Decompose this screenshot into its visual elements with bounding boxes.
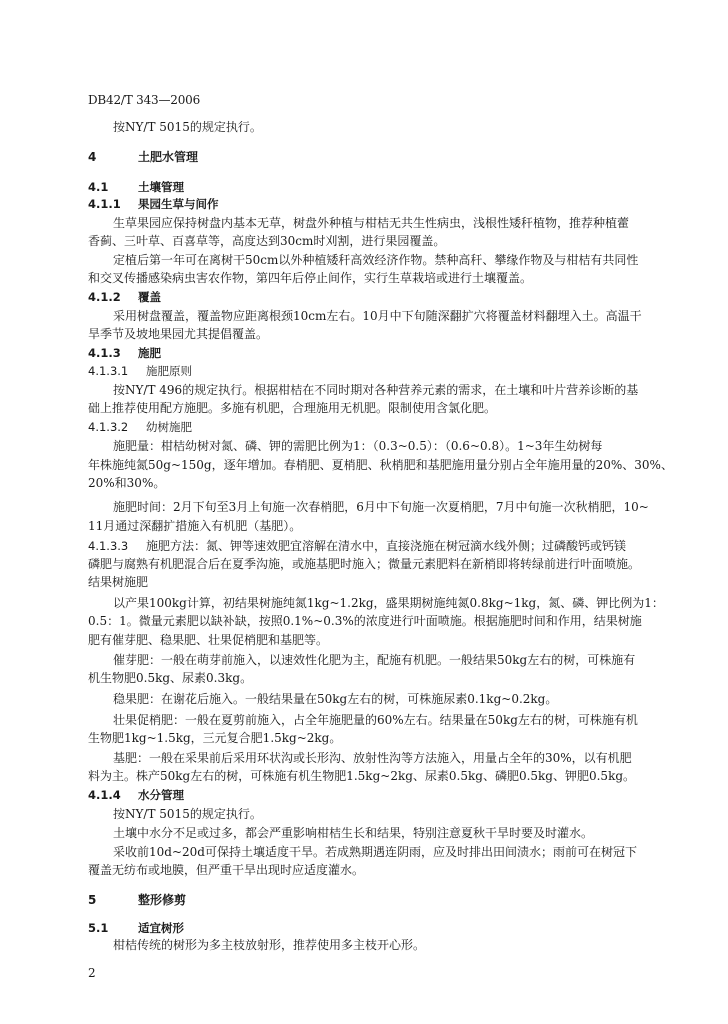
paragraph-line: 按NY/T 5015的规定执行。 — [113, 807, 262, 821]
paragraph-line: 生物肥1kg~1.5kg，三元复合肥1.5kg~2kg。 — [88, 731, 342, 745]
paragraph-line: 基肥：一般在采果前后采用环状沟或长形沟、放射性沟等方法施入，用量占全年的30%，以有机肥 — [113, 751, 632, 765]
paragraph-line: 磷肥与腐熟有机肥混合后在夏季沟施，或施基肥时施入；微量元素肥料在新梢即将转绿前进行叶面喷施。 — [88, 557, 641, 571]
paragraph-line: 和交叉传播感染病虫害农作物，第四年后停止间作，实行生草栽培或进行土壤覆盖。 — [88, 271, 533, 285]
paragraph-line: 土壤中水分不足或过多，都会严重影响柑桔生长和结果，特别注意夏秋干旱时要及时灌水。 — [113, 826, 594, 840]
paragraph-line: 定植后第一年可在离树干50cm以外种植矮秆高效经济作物。禁种高秆、攀缘作物及与柑桔有共同性 — [113, 253, 639, 267]
paragraph-line: 以产果100kg计算，初结果树施纯氮1kg~1.2kg，盛果期树施纯氮0.8kg~1kg，氮、磷、钾比例为1： — [113, 596, 664, 610]
subsection-heading: 4.1.3.2 幼树施肥 — [88, 420, 192, 434]
paragraph-line: 采用树盘覆盖，覆盖物应距离根颈10cm左右。10月中下旬随深翻扩穴将覆盖材料翻埋入土。高温干 — [113, 309, 642, 323]
subsection-heading: 4.1.3.1 施肥原则 — [88, 364, 192, 378]
paragraph-line: 按NY/T 496的规定执行。根据柑桔在不同时期对各种营养元素的需求，在土壤和叶片营养诊断的基 — [113, 383, 639, 397]
subsection-heading: 4.1 土壤管理 — [88, 180, 184, 194]
subsection-heading: 4.1.4 水分管理 — [88, 788, 184, 802]
paragraph-line: 稳果肥：在谢花后施入。一般结果量在50kg左右的树，可株施尿素0.1kg~0.2kg。 — [113, 692, 558, 706]
subsection-heading: 4.1.1 果园生草与间作 — [88, 197, 219, 211]
subsection-heading: 4.1.3 施肥 — [88, 346, 161, 360]
paragraph-line: 4.1.3.3 施肥方法：氮、钾等速效肥宜溶解在清水中，直接浇施在树冠滴水线外侧；过磷酸钙或钙镁 — [88, 539, 627, 553]
paragraph-line: 旱季节及坡地果园尤其提倡覆盖。 — [88, 327, 269, 341]
paragraph-line: 0.5：1。微量元素肥以缺补缺，按照0.1%~0.3%的浓度进行叶面喷施。根据施肥时间和作用，结果树施 — [88, 614, 642, 628]
paragraph-line: 生草果园应保持树盘内基本无草，树盘外种植与柑桔无共生性病虫，浅根性矮秆植物，推荐种植藿 — [113, 216, 630, 230]
paragraph-line: 结果树施肥 — [88, 575, 149, 589]
paragraph-line: 壮果促梢肥：一般在夏剪前施入，占全年施肥量的60%左右。结果量在50kg左右的树，可株施有机 — [113, 713, 638, 727]
paragraph-line: 柑桔传统的树形为多主枝放射形，推荐使用多主枝开心形。 — [113, 938, 426, 952]
paragraph-line: 香蓟、三叶草、百喜草等，高度达到30cm时刈割，进行果园覆盖。 — [88, 234, 446, 248]
standard-number: DB42/T 343—2006 — [88, 93, 201, 107]
section-heading: 5 整形修剪 — [88, 893, 187, 907]
paragraph-line: 年株施纯氮50g~150g，逐年增加。春梢肥、夏梢肥、秋梢肥和基肥施用量分别占全年施用量的20%、30%、 — [88, 458, 673, 472]
section-heading: 4 土肥水管理 — [88, 150, 199, 164]
paragraph-line: 料为主。株产50kg左右的树，可株施有机生物肥1.5kg~2kg、尿素0.5kg、磷肥0.5kg、钾肥0.5kg。 — [88, 769, 636, 783]
subsection-heading: 5.1 适宜树形 — [88, 921, 184, 935]
paragraph-line: 施肥时间：2月下旬至3月上旬施一次春梢肥，6月中下旬施一次夏梢肥，7月中旬施一次秋梢肥，10~ — [113, 500, 649, 514]
paragraph-line: 础上推荐使用配方施肥。多施有机肥，合理施用无机肥。限制使用含氯化肥。 — [88, 401, 497, 415]
paragraph-line: 20%和30%。 — [88, 476, 166, 490]
paragraph-line: 采收前10d~20d可保持土壤适度干旱。若成熟期遇连阴雨，应及时排出田间渍水；雨前可在树冠下 — [113, 845, 637, 859]
paragraph-line: 肥有催芽肥、稳果肥、壮果促梢肥和基肥等。 — [88, 633, 329, 647]
page-number: 2 — [88, 966, 96, 980]
subsection-heading: 4.1.2 覆盖 — [88, 290, 161, 304]
paragraph-line: 机生物肥0.5kg、尿素0.3kg。 — [88, 671, 253, 685]
paragraph-line: 施肥量：柑桔幼树对氮、磷、钾的需肥比例为1：（0.3~0.5）：（0.6~0.8）。1~3年生幼树每 — [113, 439, 603, 453]
paragraph-line: 按NY/T 5015的规定执行。 — [113, 120, 262, 134]
paragraph-line: 催芽肥：一般在萌芽前施入，以速效性化肥为主，配施有机肥。一般结果50kg左右的树，可株施有 — [113, 653, 636, 667]
paragraph-line: 覆盖无纺布或地膜，但严重干旱出现时应适度灌水。 — [88, 863, 365, 877]
paragraph-line: 11月通过深翻扩措施入有机肥（基肥）。 — [88, 519, 302, 533]
